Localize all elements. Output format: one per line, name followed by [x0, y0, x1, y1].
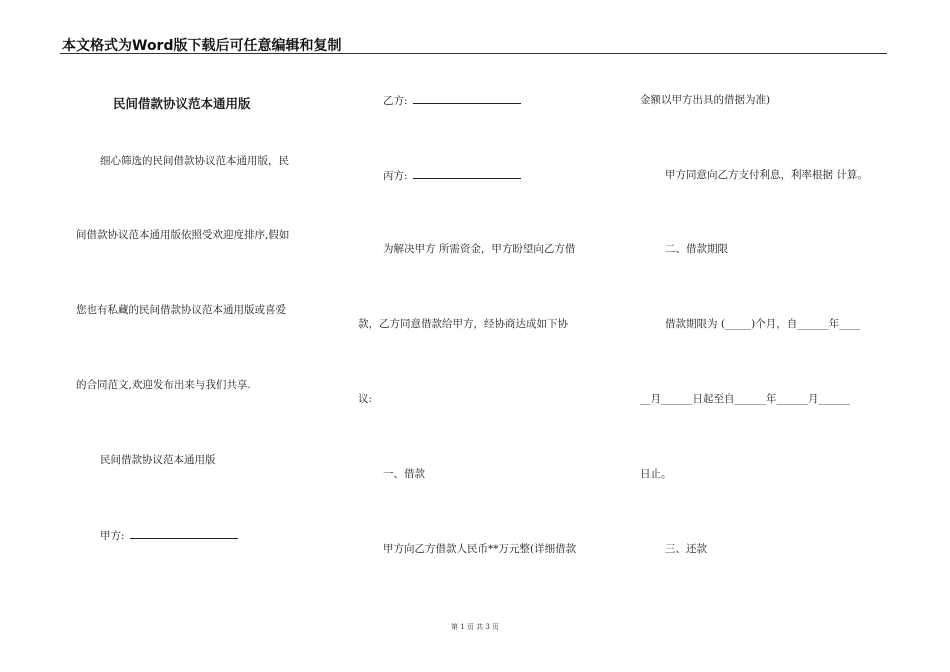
term-line-3: 日止。 — [640, 468, 672, 480]
party-b-blank — [413, 93, 521, 104]
intro-line-2: 间借款协议范本通用版依照受欢迎度排序,假如 — [76, 229, 290, 241]
document-header: 本文格式为Word版下载后可任意编辑和复制 — [62, 38, 342, 54]
header-divider — [60, 53, 887, 54]
loan-line-1: 甲方向乙方借款人民币**万元整(详细借款 — [383, 543, 577, 555]
section-heading-term: 二、借款期限 — [665, 243, 728, 255]
intro-line-3: 您也有私藏的民间借款协议范本通用版或喜爱 — [76, 304, 286, 316]
page-number: 第 1 页 共 3 页 — [450, 623, 500, 631]
party-b-line — [383, 93, 521, 108]
party-c-line — [383, 168, 521, 183]
intro-line-1: 细心筛选的民间借款协议范本通用版，民 — [100, 155, 289, 167]
party-b-label: 乙方: — [383, 95, 408, 107]
loan-line-2: 金额以甲方出具的借据为准) — [640, 94, 771, 106]
term-line-2: __月______日起至自______年______月______ — [640, 393, 850, 405]
party-a-blank — [130, 528, 238, 539]
party-c-label: 丙方: — [383, 170, 408, 182]
document-title: 民间借款协议范本通用版 — [113, 96, 251, 111]
paragraph-line-1: 为解决甲方 所需资金，甲方盼望向乙方借 — [383, 243, 576, 255]
paragraph-line-2: 款，乙方同意借款给甲方，经协商达成如下协 — [358, 318, 568, 330]
section-subtitle: 民间借款协议范本通用版 — [100, 454, 216, 466]
section-heading-repayment: 三、还款 — [665, 543, 707, 555]
party-c-blank — [413, 168, 521, 179]
term-line-1: 借款期限为 (_____)个月，自______年____ — [665, 318, 861, 330]
interest-line: 甲方同意向乙方支付利息，利率根据 计算。 — [665, 169, 868, 181]
party-a-line — [100, 528, 238, 543]
section-heading-loan: 一、借款 — [383, 468, 425, 480]
paragraph-line-3: 议: — [358, 393, 373, 405]
party-a-label: 甲方: — [100, 530, 125, 542]
intro-line-4: 的合同范文,欢迎发布出来与我们共享. — [76, 379, 251, 391]
